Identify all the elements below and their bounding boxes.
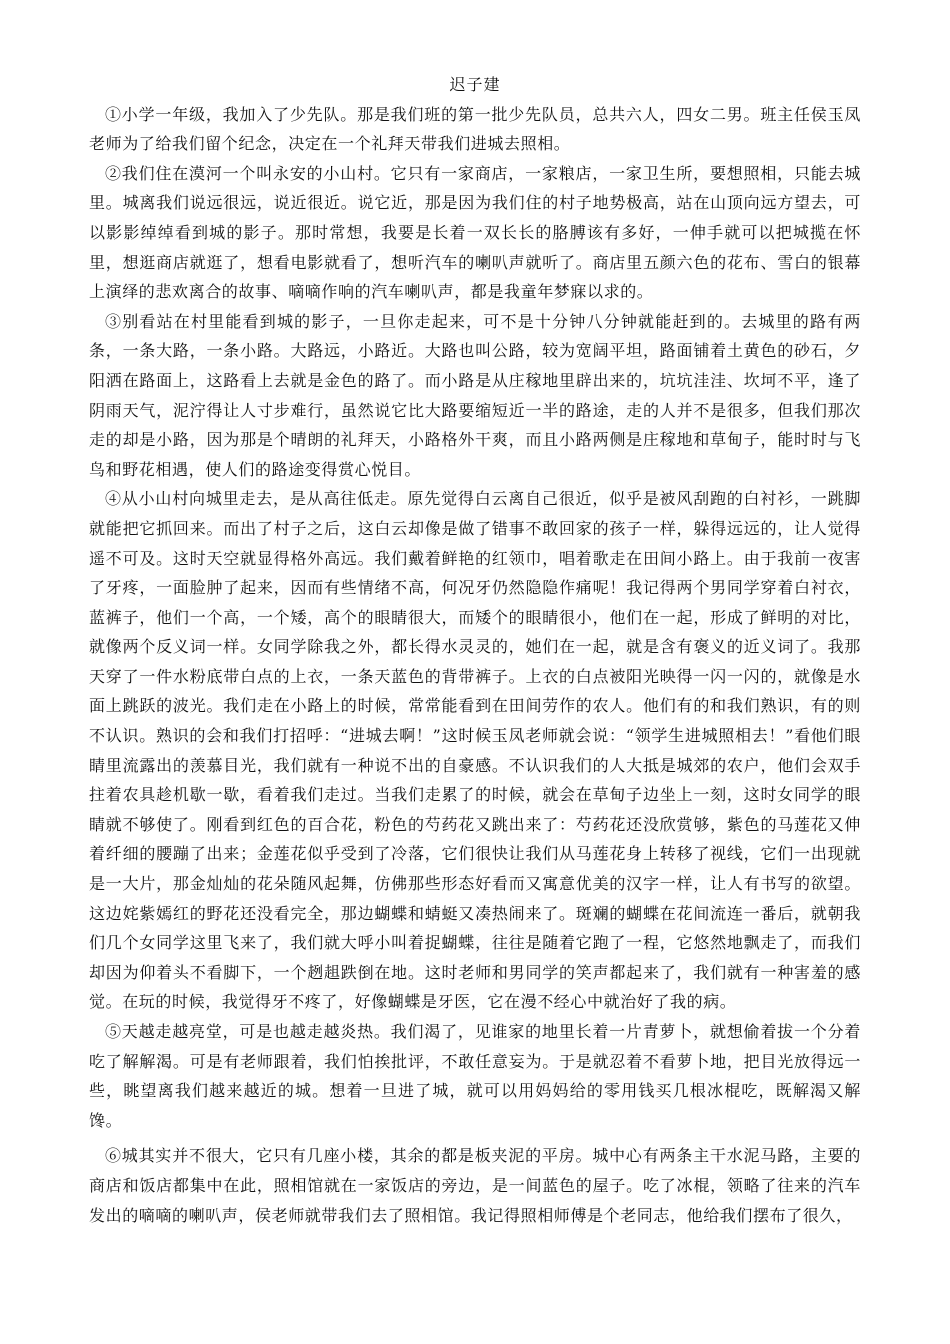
document-body: [89, 70, 861, 1230]
paragraph-1: ①小学一年级，我加入了少先队。那是我们班的第一批少先队员，总共六人，四女二男。班主任侯玉凤老师为了给我们留个纪念，决定在一个礼拜天带我们进城去照相。: [89, 104, 861, 154]
paragraph-3: ③别看站在村里能看到城的影子，一旦你走起来，可不是十分钟八分钟就能赶到的。去城里的路有两条，一条大路，一条小路。大路远，小路近。大路也叫公路，较为宽阔平坦，路面铺着土黄色的砂石，夕阳洒在路面上，这路看上去就是金色的路了。而小路是从庄稼地里辟出来的，坑坑洼洼、坎坷不平，逢了阴雨天气，泥泞得让人寸步难行，虽然说它比大路要缩短近一半的路途，走的人并不是很多，但我们那次走的却是小路，因为那是个晴朗的礼拜天，小路格外干爽，而且小路两侧是庄稼地和草甸子，能时时与飞鸟和野花相遇，使人们的路途变得赏心悦目。: [89, 311, 861, 479]
paragraph-5: ⑤天越走越亮堂，可是也越走越炎热。我们渴了，见谁家的地里长着一片青萝卜，就想偷着拔一个分着吃了解解渴。可是有老师跟着，我们怕挨批评，不敢任意妄为。于是就忍着不看萝卜地，把目光放得远一些，眺望离我们越来越近的城。想着一旦进了城，就可以用妈妈给的零用钱买几根冰棍吃，既解渴又解馋。: [89, 1022, 861, 1130]
paragraph-2: ②我们住在漠河一个叫永安的小山村。它只有一家商店，一家粮店，一家卫生所，要想照相，只能去城里。城离我们说远很远，说近很近。说它近，那是因为我们住的村子地势极高，站在山顶向远方望去，可以影影绰绰看到城的影子。那时常想，我要是长着一双长长的胳膊该有多好，一伸手就可以把城揽在怀里，想逛商店就逛了，想看电影就看了，想听汽车的喇叭声就听了。商店里五颜六色的花布、雪白的银幕上演绎的悲欢离合的故事、嘀嘀作响的汽车喇叭声，都是我童年梦寐以求的。: [89, 163, 861, 302]
paragraph-6: ⑥城其实并不很大，它只有几座小楼，其余的都是板夹泥的平房。城中心有两条主干水泥马路，主要的商店和饭店都集中在此，照相馆就在一家饭店的旁边，是一间蓝色的屋子。吃了冰棍，领略了往来的汽车发出的嘀嘀的喇叭声，侯老师就带我们去了照相馆。我记得照相师傅是个老同志，他给我们摆布了很久，: [89, 1146, 861, 1225]
author-heading: 迟子建: [449, 75, 501, 94]
paragraph-4: ④从小山村向城里走去，是从高往低走。原先觉得白云离自己很近，似乎是被风刮跑的白衬衫，一跳脚就能把它抓回来。而出了村子之后，这白云却像是做了错事不敢回家的孩子一样，躲得远远的，让人觉得遥不可及。这时天空就显得格外高远。我们戴着鲜艳的红领巾，唱着歌走在田间小路上。由于我前一夜害了牙疼，一面脸肿了起来，因而有些情绪不高，何况牙仍然隐隐作痛呢！我记得两个男同学穿着白衬衣，蓝裤子，他们一个高，一个矮，高个的眼睛很大，而矮个的眼睛很小，他们在一起，形成了鲜明的对比，就像两个反义词一样。女同学除我之外，都长得水灵灵的，她们在一起，就是含有褒义的近义词了。我那天穿了一件水粉底带白点的上衣，一条天蓝色的背带裤子。上衣的白点被阳光映得一闪一闪的，就像是水面上跳跃的波光。我们走在小路上的时候，常常能看到在田间劳作的农人。他们有的和我们熟识，有的则不认识。熟识的会和我们打招呼：“进城去啊！”这时候玉凤老师就会说：“领学生进城照相去！”看他们眼睛里流露出的羡慕目光，我们就有一种说不出的自豪感。不认识我们的人大抵是城郊的农户，他们会双手拄着农具趁机歇一歇，看着我们走过。当我们走累了的时候，就会在草甸子边坐上一刻，这时女同学的眼睛就不够使了。刚看到红色的百合花，粉色的芍药花又跳出来了：芍药花还没欣赏够，紫色的马莲花又伸着纤细的腰蹦了出来；金莲花似乎受到了冷落，它们很快让我们从马莲花身上转移了视线，它们一出现就是一大片，那金灿灿的花朵随风起舞，仿佛那些形态好看而又寓意优美的汉字一样，让人有书写的欲望。这边姹紫嫣红的野花还没看完全，那边蝴蝶和蜻蜓又凑热闹来了。斑斓的蝴蝶在花间流连一番后，就朝我们几个女同学这里飞来了，我们就大呼小叫着捉蝴蝶，往往是随着它跑了一程，它悠然地飘走了，而我们却因为仰着头不看脚下，一个趔趄跌倒在地。这时老师和男同学的笑声都起来了，我们就有一种害羞的感觉。在玩的时候，我觉得牙不疼了，好像蝴蝶是牙医，它在漫不经心中就治好了我的病。: [89, 489, 861, 1012]
